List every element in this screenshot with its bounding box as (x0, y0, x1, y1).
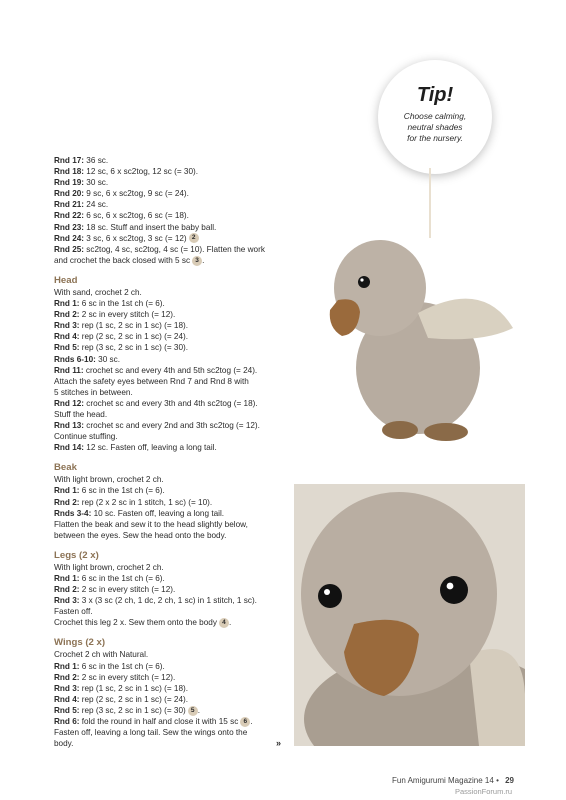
round-line: Rnd 5: rep (3 sc, 2 sc in 1 sc) (= 30) 5 . (54, 705, 201, 715)
round-line: Crochet this leg 2 x. Sew them onto the body 4 . (54, 618, 232, 628)
round-line: Rnd 2: 2 sc in every stitch (= 12). (54, 310, 176, 320)
round-line: Fasten off, leaving a long tail. Sew the wings onto the (54, 728, 248, 738)
round-line: Rnd 20: 9 sc, 6 x sc2tog, 9 sc (= 24). (54, 189, 189, 199)
round-line: Rnd 2: 2 sc in every stitch (= 12). (54, 672, 176, 682)
round-line: With light brown, crochet 2 ch. (54, 562, 164, 572)
step-badge: 5 (188, 706, 198, 716)
round-line: and crochet the back closed with 5 sc 3 . (54, 255, 205, 265)
round-line: Rnd 18: 12 sc, 6 x sc2tog, 12 sc (= 30). (54, 167, 199, 177)
tip-line: neutral shades (407, 122, 463, 132)
section-heading-beak: Beak (54, 462, 77, 474)
step-badge: 2 (189, 233, 199, 243)
round-line: Rnd 21: 24 sc. (54, 200, 109, 210)
round-line: Rnd 1: 6 sc in the 1st ch (= 6). (54, 299, 165, 309)
round-line: Rnd 24: 3 sc, 6 x sc2tog, 3 sc (= 12) 2 (54, 233, 286, 244)
body-rounds (54, 155, 286, 266)
round-line: Flatten the beak and sew it to the head slightly below, (54, 519, 248, 529)
round-line: Rnd 1: 6 sc in the 1st ch (= 6). (54, 661, 165, 671)
section-heading-legs: Legs (2 x) (54, 549, 99, 561)
round-line: Rnd 17: 36 sc. (54, 156, 109, 165)
magazine-name: Fun Amigurumi Magazine 14 (392, 776, 494, 785)
round-line: Rnd 4: rep (2 sc, 2 sc in 1 sc) (= 24). (54, 332, 189, 342)
round-line: Rnds 3-4: 10 sc. Fasten off, leaving a long tail. (54, 508, 225, 518)
round-line: body. (54, 739, 74, 749)
round-line: Rnd 11: crochet sc and every 4th and 5th sc2tog (= 24). (54, 365, 258, 375)
watermark: PassionForum.ru (455, 787, 513, 796)
round-line: 5 stitches in between. (54, 387, 133, 397)
step-badge: 6 (240, 717, 250, 727)
round-line: Rnd 19: 30 sc. (54, 178, 109, 188)
round-line: Rnds 6-10: 30 sc. (54, 354, 120, 364)
round-line: Rnd 2: 2 sc in every stitch (= 12). (54, 585, 176, 595)
round-line: Rnd 23: 18 sc. Stuff and insert the baby ball. (54, 222, 217, 232)
tip-line: for the nursery. (407, 133, 463, 143)
continue-arrow-icon: » (276, 738, 282, 748)
round-line: Rnd 4: rep (2 sc, 2 sc in 1 sc) (= 24). (54, 694, 189, 704)
round-line: Rnd 2: rep (2 x 2 sc in 1 stitch, 1 sc) (= 10). (54, 497, 213, 507)
head-rounds (54, 287, 286, 453)
round-line: Rnd 5: rep (3 sc, 2 sc in 1 sc) (= 30). (54, 343, 189, 353)
legs-rounds (54, 562, 286, 629)
round-line: Rnd 25: sc2tog, 4 sc, sc2tog, 4 sc (= 10). Flatten the work (54, 244, 265, 254)
tip-title: Tip! (416, 84, 454, 106)
tip-text (378, 111, 492, 144)
section-heading-wings: Wings (2 x) (54, 637, 106, 649)
round-line: Rnd 1: 6 sc in the 1st ch (= 6). (54, 574, 165, 583)
page-number: 29 (505, 776, 515, 785)
round-line: between the eyes. Sew the head onto the body. (54, 530, 227, 540)
round-line: Rnd 6: fold the round in half and close it with 15 sc 6 . (54, 717, 253, 727)
pattern-text (54, 155, 286, 749)
beak-rounds (54, 474, 286, 541)
step-badge: 4 (219, 618, 229, 628)
round-line: Rnd 13: crochet sc and every 2nd and 3th sc2tog (= 12). (54, 421, 260, 431)
tip-bubble (378, 60, 492, 174)
bullet-icon: • (496, 776, 499, 785)
wings-rounds (54, 649, 286, 749)
round-line: Fasten off. (54, 607, 93, 617)
duck-ornament-photo (318, 218, 518, 448)
round-line: Rnd 12: crochet sc and every 3th and 4th sc2tog (= 18). (54, 398, 258, 408)
section-heading-head: Head (54, 274, 78, 286)
round-line: Attach the safety eyes between Rnd 7 and Rnd 8 with (54, 376, 249, 386)
round-line: Rnd 22: 6 sc, 6 x sc2tog, 6 sc (= 18). (54, 211, 189, 221)
round-line: Rnd 3: rep (1 sc, 2 sc in 1 sc) (= 18). (54, 321, 189, 331)
round-line: Continue stuffing. (54, 432, 118, 442)
step-badge: 3 (192, 256, 202, 266)
round-line: Stuff the head. (54, 409, 108, 419)
round-line: Crochet 2 ch with Natural. (54, 650, 149, 660)
round-line: Rnd 3: rep (1 sc, 2 sc in 1 sc) (= 18). (54, 683, 189, 693)
round-line: With light brown, crochet 2 ch. (54, 475, 164, 485)
round-line: Rnd 3: 3 x (3 sc (2 ch, 1 dc, 2 ch, 1 sc) in 1 stitch, 1 sc). (54, 596, 257, 606)
page-footer (392, 776, 514, 785)
round-line: Rnd 14: 12 sc. Fasten off, leaving a long tail. (54, 443, 217, 453)
duck-closeup-photo (294, 484, 525, 746)
round-line: With sand, crochet 2 ch. (54, 287, 142, 297)
tip-line: Choose calming, (403, 111, 467, 121)
round-line: Rnd 1: 6 sc in the 1st ch (= 6). (54, 486, 165, 496)
